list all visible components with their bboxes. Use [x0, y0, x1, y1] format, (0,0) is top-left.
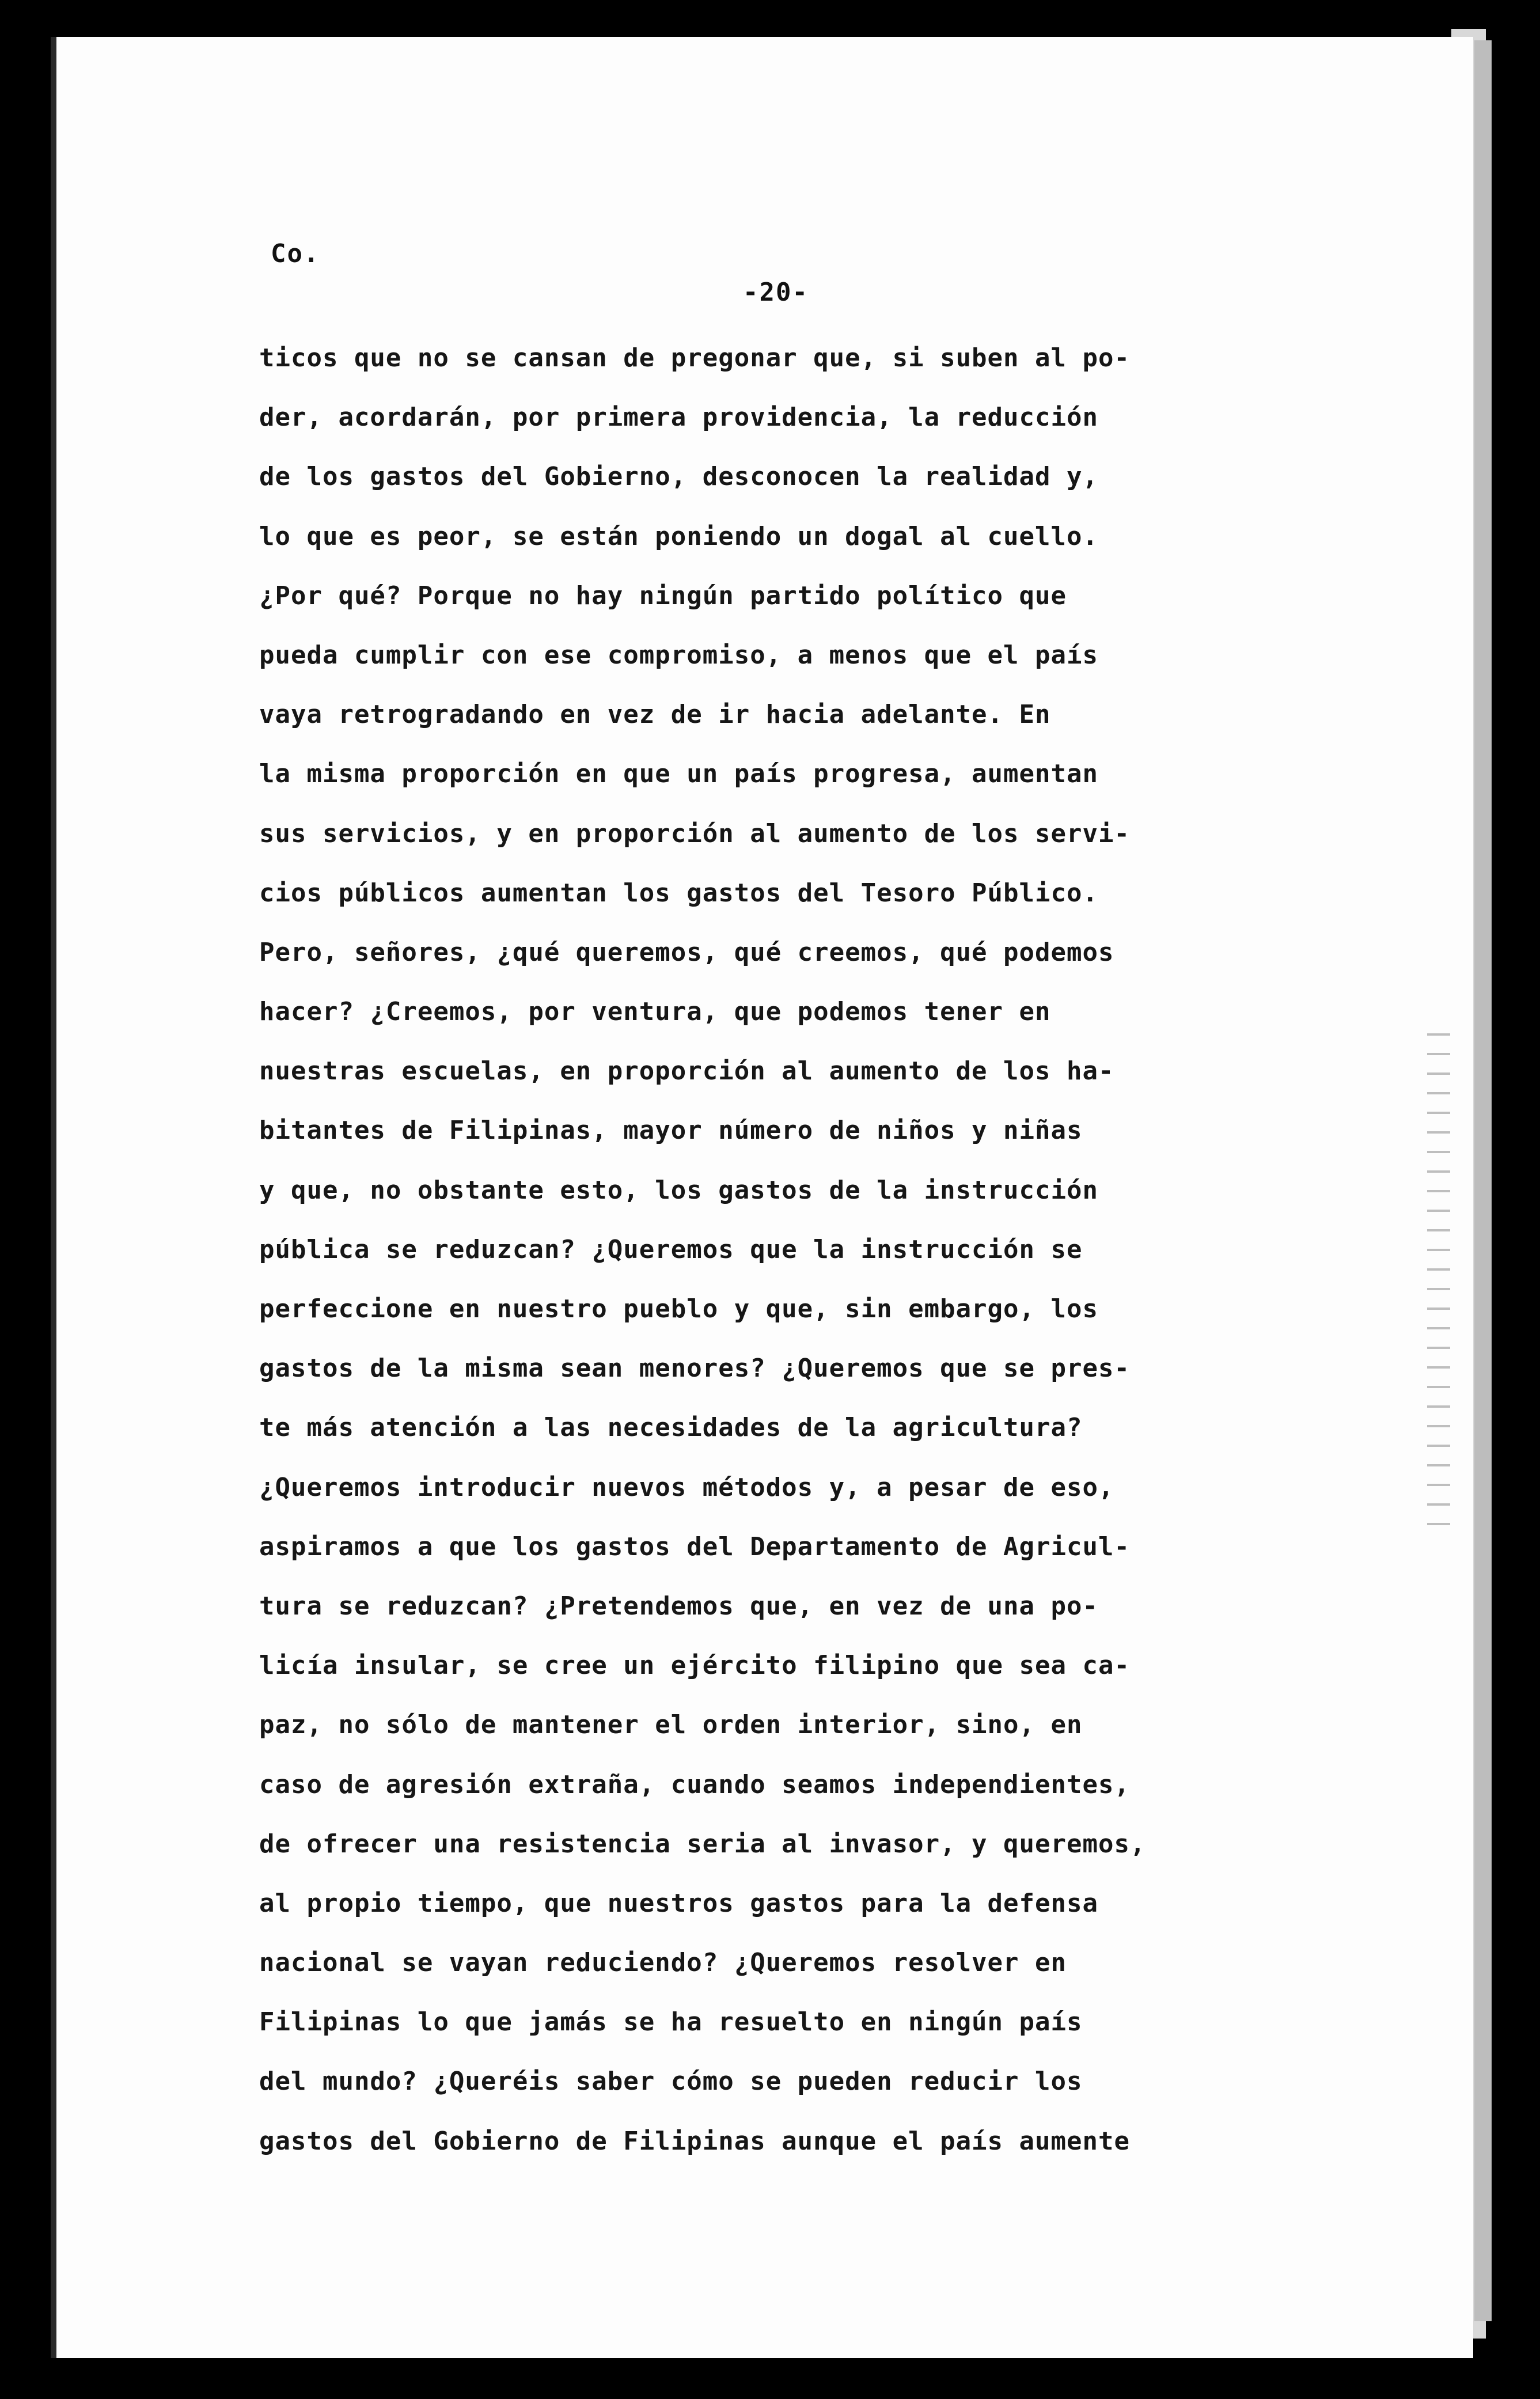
text-line: del mundo? ¿Queréis saber cómo se pueden reducir los [259, 2067, 1083, 2097]
text-line: tura se reduzcan? ¿Pretendemos que, en vez de una po- [259, 1591, 1098, 1621]
text-line: paz, no sólo de mantener el orden interior, sino, en [259, 1710, 1083, 1740]
text-line: Filipinas lo que jamás se ha resuelto en ningún país [259, 2007, 1083, 2037]
text-line: la misma proporción en que un país progresa, aumentan [259, 759, 1098, 789]
scan-noise [1427, 1016, 1450, 1534]
text-line: sus servicios, y en proporción al aumento de los servi- [259, 818, 1130, 848]
text-line: licía insular, se cree un ejército filipino que sea ca- [259, 1651, 1130, 1681]
text-line: al propio tiempo, que nuestros gastos para la defensa [259, 1888, 1098, 1918]
text-line: ¿Queremos introducir nuevos métodos y, a pesar de eso, [259, 1472, 1114, 1502]
text-line: nacional se vayan reduciendo? ¿Queremos resolver en [259, 1948, 1067, 1978]
text-line: Pero, señores, ¿qué queremos, qué creemos, qué podemos [259, 937, 1114, 967]
text-line: vaya retrogradando en vez de ir hacia adelante. En [259, 700, 1051, 730]
text-line: der, acordarán, por primera providencia, la reducción [259, 403, 1098, 433]
text-line: de los gastos del Gobierno, desconocen la realidad y, [259, 462, 1098, 492]
text-line: pueda cumplir con ese compromiso, a menos que el país [259, 640, 1098, 670]
paper-stack-edge-inner [1474, 40, 1492, 2321]
body-text [259, 328, 1302, 2171]
text-line: de ofrecer una resistencia seria al invasor, y queremos, [259, 1829, 1146, 1859]
text-line: ticos que no se cansan de pregonar que, si suben al po- [259, 343, 1130, 373]
text-line: ¿Por qué? Porque no hay ningún partido político que [259, 581, 1067, 611]
text-line: te más atención a las necesidades de la agricultura? [259, 1413, 1083, 1443]
text-line: pública se reduzcan? ¿Queremos que la instrucción se [259, 1234, 1083, 1264]
text-line: gastos del Gobierno de Filipinas aunque el país aumente [259, 2126, 1130, 2156]
text-line: y que, no obstante esto, los gastos de la instrucción [259, 1175, 1098, 1205]
header-mark: Co. [271, 239, 320, 268]
text-line: perfeccione en nuestro pueblo y que, sin embargo, los [259, 1294, 1098, 1324]
text-line: aspiramos a que los gastos del Departamento de Agricul- [259, 1532, 1130, 1562]
text-line: bitantes de Filipinas, mayor número de niños y niñas [259, 1116, 1083, 1146]
page-number: -20- [743, 278, 809, 307]
text-line: lo que es peor, se están poniendo un dogal al cuello. [259, 521, 1098, 551]
text-line: cios públicos aumentan los gastos del Tesoro Público. [259, 878, 1098, 908]
text-line: nuestras escuelas, en proporción al aumento de los ha- [259, 1056, 1114, 1086]
text-line: gastos de la misma sean menores? ¿Queremos que se pres- [259, 1354, 1130, 1384]
text-line: hacer? ¿Creemos, por ventura, que podemos tener en [259, 997, 1051, 1027]
text-line: caso de agresión extraña, cuando seamos independientes, [259, 1769, 1130, 1799]
